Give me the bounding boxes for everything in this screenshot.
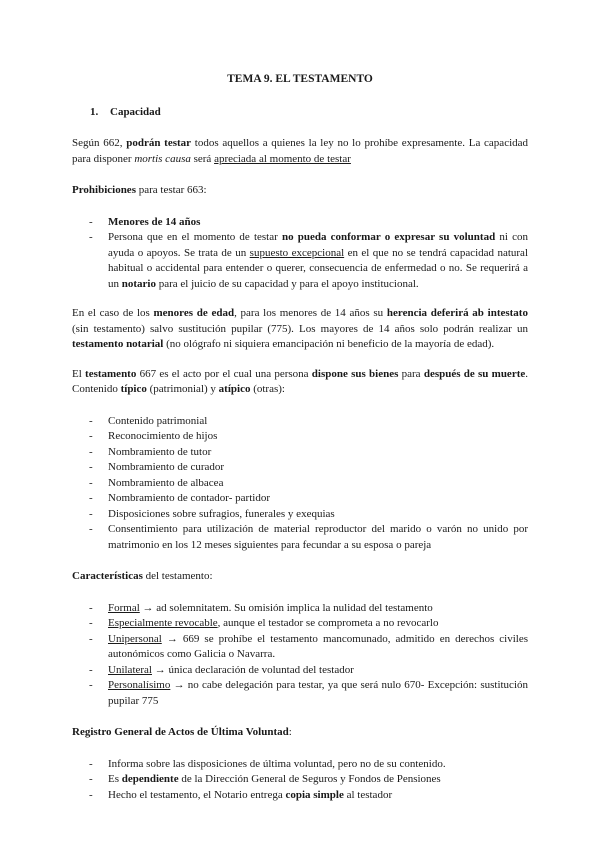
dash-bullet: - <box>89 523 93 535</box>
text-run: (sin testamento) salvo sustitución pupilar (775). Los mayores de 14 años solo podrán realizar un <box>72 322 528 335</box>
list-item <box>72 663 528 679</box>
text-run: → ad solemnitatem. Su omisión implica la nulidad del testamento <box>139 601 433 614</box>
paragraph-capacidad <box>72 136 528 167</box>
list-item <box>72 757 528 773</box>
bold-run: menores de edad <box>153 307 235 319</box>
text-run: del testamento: <box>142 570 213 582</box>
dash-bullet: - <box>89 476 93 489</box>
list-item <box>72 632 528 663</box>
dash-bullet: - <box>89 507 93 520</box>
text-run: todos aquellos a quienes la ley no lo prohíbe expresamente. La capacidad para disponer <box>72 137 529 165</box>
section-number: 1. <box>90 105 99 118</box>
dash-bullet: - <box>89 445 93 458</box>
italic-run: mortis causa <box>134 152 191 165</box>
underline-run: Unilateral <box>108 663 152 676</box>
list-item-text: Nombramiento de albacea <box>108 476 224 489</box>
dash-bullet: - <box>89 430 93 442</box>
text-run: para testar 663: <box>135 184 207 196</box>
text-run: 667 es el acto por el cual una persona <box>136 367 312 380</box>
underline-run: Unipersonal <box>108 632 162 645</box>
list-item <box>72 772 528 788</box>
dash-bullet: - <box>89 492 93 504</box>
bold-run: herencia deferirá ab intestato <box>386 307 528 319</box>
bold-run: típico <box>120 383 147 395</box>
list-item-text: Nombramiento de curador <box>108 461 225 473</box>
paragraph-menores <box>72 306 528 353</box>
dash-bullet: - <box>89 757 93 770</box>
list-item-text: Nombramiento de contador- partidor <box>108 492 270 504</box>
underline-run: apreciada al momento de testar <box>214 152 351 165</box>
dash-bullet: - <box>89 461 93 473</box>
list-item <box>72 491 528 507</box>
contenido-list <box>72 414 528 554</box>
text-run: , aunque el testador se comprometa a no revocarlo <box>217 617 439 629</box>
text-run: al testador <box>343 788 393 801</box>
list-item-text: Reconocimiento de hijos <box>108 430 218 442</box>
text-run: → única declaración de voluntad del testador <box>151 663 354 676</box>
bold-run: testamento <box>85 367 137 380</box>
list-item-text: Consentimiento para utilización de material reproductor del marido o varón no unido por matrimonio en los 12 meses siguientes para fecundar a su esposa o pareja <box>108 523 528 551</box>
dash-bullet: - <box>89 617 93 629</box>
bold-run: Menores de 14 años <box>108 215 201 228</box>
bold-run: no pueda conformar o expresar su voluntad <box>281 231 496 243</box>
text-run: . Contenido <box>72 367 528 395</box>
dash-bullet: - <box>89 414 93 427</box>
list-item <box>72 678 528 709</box>
dash-bullet: - <box>89 632 93 645</box>
bold-run: después de su muerte <box>423 367 526 380</box>
list-item-text: Disposiciones sobre sufragios, funerales y exequias <box>108 507 335 520</box>
list-item <box>72 429 528 445</box>
prohibiciones-heading <box>72 183 528 199</box>
dash-bullet: - <box>89 788 93 801</box>
dash-bullet: - <box>89 231 93 243</box>
list-item-text: Nombramiento de tutor <box>108 445 212 458</box>
dash-bullet: - <box>89 679 93 691</box>
dash-bullet: - <box>89 215 93 228</box>
text-run: en el que no se tendrá capacidad natural habitual o accidental para entender o querer, consecuencia de enfermedad o no. Se requerirá a un <box>108 246 528 290</box>
list-item <box>72 230 528 292</box>
list-item <box>72 616 528 632</box>
text-run: → no cabe delegación para testar, ya que será nulo 670- Excepción: sustitución pupilar 775 <box>108 679 528 707</box>
text-run: Es <box>108 773 122 785</box>
list-item <box>72 460 528 476</box>
bold-run: podrán testar <box>126 137 192 149</box>
text-run: , para los menores de 14 años su <box>234 307 387 319</box>
section-heading-capacidad <box>90 105 528 121</box>
text-run: (no ológrafo ni siquiera emancipación ni beneficio de la mayoría de edad). <box>163 338 495 350</box>
bold-run: copia simple <box>285 788 344 801</box>
dash-bullet: - <box>89 773 93 785</box>
list-item <box>72 445 528 461</box>
text-run: para el juicio de su capacidad y para el apoyo institucional. <box>155 277 419 290</box>
underline-run: supuesto excepcional <box>249 246 345 259</box>
list-item <box>72 476 528 492</box>
dash-bullet: - <box>89 601 93 614</box>
underline-run: Personalísimo <box>108 679 171 691</box>
text-run: Según 662, <box>72 137 127 149</box>
text-run: Persona que en el momento de testar <box>108 231 282 243</box>
text-run: de la Dirección General de Seguros y Fondos de Pensiones <box>178 773 441 785</box>
caracteristicas-list <box>72 601 528 710</box>
bold-run: notario <box>121 277 156 290</box>
bold-run: Prohibiciones <box>72 184 136 196</box>
dash-bullet: - <box>89 663 93 676</box>
text-run: (patrimonial) y <box>146 383 219 395</box>
registro-heading <box>72 725 528 741</box>
text-run: para <box>398 367 424 380</box>
caracteristicas-heading <box>72 569 528 585</box>
bold-run: Registro General de Actos de Última Voluntad <box>72 726 289 738</box>
bold-run: testamento notarial <box>72 338 164 350</box>
text-run: → 669 se prohíbe el testamento mancomunado, admitido en derechos civiles autonómicos como Galicia o Navarra. <box>108 632 528 660</box>
paragraph-testamento <box>72 367 528 398</box>
prohibiciones-list <box>72 215 528 293</box>
bold-run: dependiente <box>121 773 179 785</box>
list-item <box>72 522 528 553</box>
page-title: TEMA 9. EL TESTAMENTO <box>227 73 373 85</box>
list-item <box>72 788 528 804</box>
list-item <box>72 507 528 523</box>
list-item-text: Informa sobre las disposiciones de última voluntad, pero no de su contenido. <box>108 757 446 770</box>
text-run: (otras): <box>250 383 285 395</box>
bold-run: atípico <box>218 383 251 395</box>
underline-run: Especialmente revocable <box>108 617 218 629</box>
text-run: Hecho el testamento, el Notario entrega <box>108 788 286 801</box>
text-run: El <box>72 367 86 380</box>
text-run: será <box>190 152 215 165</box>
bold-run: Características <box>72 570 143 582</box>
underline-run: Formal <box>108 601 140 614</box>
list-item-text: Contenido patrimonial <box>108 414 208 427</box>
list-item <box>72 414 528 430</box>
text-run: ni con ayuda o apoyos. Se trata de un <box>108 231 528 259</box>
text-run: : <box>288 726 292 738</box>
registro-list <box>72 757 528 804</box>
bold-run: dispone sus bienes <box>311 367 399 380</box>
text-run: En el caso de los <box>72 307 154 319</box>
document-page <box>72 72 528 803</box>
list-item <box>72 215 528 231</box>
list-item <box>72 601 528 617</box>
section-label: Capacidad <box>110 105 161 118</box>
